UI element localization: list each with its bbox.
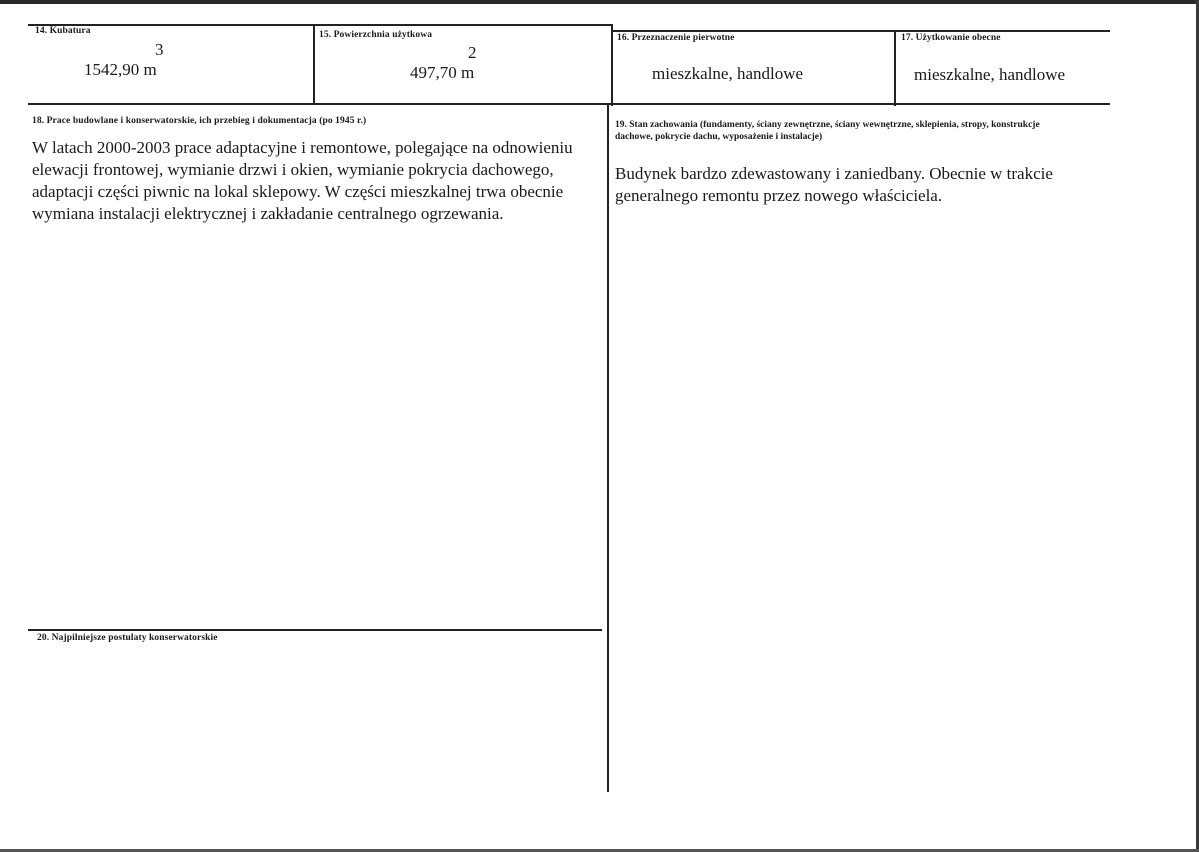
field-14-label: 14. Kubatura [35,26,91,36]
field-20-label: 20. Najpilniejsze postulaty konserwatorskie [37,633,218,643]
field-17-label: 17. Użytkowanie obecne [901,33,1001,43]
field-15-value: 497,70 m [410,63,475,82]
rule-section-20 [28,629,602,631]
rule-top-row [28,24,612,26]
field-18-text: W latach 2000-2003 prace adaptacyjne i remontowe, polegające na odnowieniu elewacji frontowej, wymianie drzwi i okien, wymianie pokrycia dachowego, adaptacji części piwnic na lokal sklepowy. W części mieszkalnej trwa obecnie wymiana instalacji elektrycznej i zakładanie centralnego ogrzewania. [32,138,573,223]
field-14-superscript: 3 [155,40,164,59]
field-19-label: 19. Stan zachowania (fundamenty, ściany zewnętrzne, ściany wewnętrzne, sklepienia, stropy, konstrukcje dachowe, pokrycie dachu, wyposażenie i instalacje) [615,120,1040,142]
field-14-value: 1542,90 m [84,60,157,79]
divider-15-16 [611,24,613,106]
divider-main-vertical [607,104,609,792]
scan-edge-top [0,0,1199,4]
rule-row-2 [28,103,1110,105]
field-19-text: Budynek bardzo zdewastowany i zaniedbany. Obecnie w trakcie generalnego remontu przez nowego właściciela. [615,164,1053,205]
divider-14-15 [313,24,315,104]
field-17-value: mieszkalne, handlowe [914,65,1066,84]
rule-top-row-right [612,30,1110,32]
field-15-superscript: 2 [468,43,477,62]
field-16-value: mieszkalne, handlowe [652,64,804,83]
divider-16-17 [894,30,896,106]
field-16-label: 16. Przeznaczenie pierwotne [617,33,735,43]
field-15-label: 15. Powierzchnia użytkowa [319,30,433,40]
field-18-label: 18. Prace budowlane i konserwatorskie, ich przebieg i dokumentacja (po 1945 r.) [32,116,367,126]
